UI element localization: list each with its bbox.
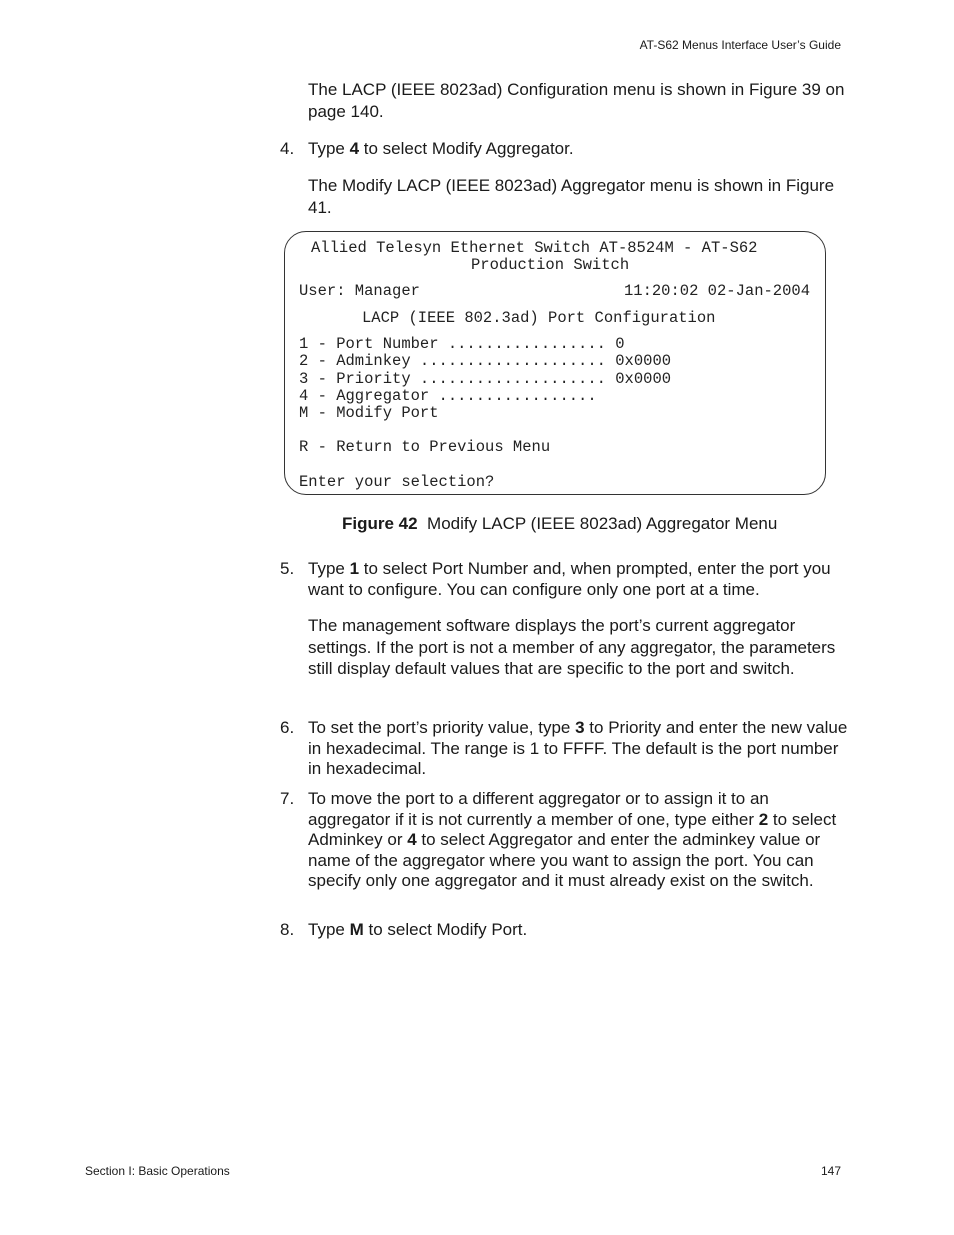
step-number: 7. <box>280 789 295 808</box>
step-number: 6. <box>280 718 295 737</box>
terminal-user: User: Manager <box>299 282 420 300</box>
step-text: To set the port’s priority value, type 3 to Priority and enter the new value in hexadecimal. The range is 1 to FFFF. The default is the port number in hexadecimal. <box>308 718 848 778</box>
terminal-timestamp: 11:20:02 02-Jan-2004 <box>623 282 810 300</box>
step-text: Type 1 to select Port Number and, when prompted, enter the port you want to configure. You can configure only one port at a time. <box>308 559 831 599</box>
terminal-title: Allied Telesyn Ethernet Switch AT-8524M - AT-S62 <box>311 239 758 257</box>
step-number: 4. <box>280 139 295 158</box>
step-4 <box>280 139 848 160</box>
menu-item-modify-port: M - Modify Port <box>299 404 439 422</box>
figure-label: Figure 42 <box>342 514 418 533</box>
menu-item-return: R - Return to Previous Menu <box>299 438 551 456</box>
terminal-subtitle: Production Switch <box>471 256 630 274</box>
key-label: 1 <box>349 559 360 578</box>
menu-item-port-number: 1 - Port Number ................. 0 <box>299 335 625 353</box>
key-label: M <box>349 920 364 939</box>
terminal-screen <box>284 231 826 495</box>
step5-paragraph: The management software displays the port’s current aggregator settings. If the port is not a member of any aggregator, the parameters still display default values that are specific to the port and switch. <box>308 616 836 678</box>
footer-section: Section I: Basic Operations <box>85 1164 230 1178</box>
step-text: Type M to select Modify Port. <box>308 920 528 939</box>
footer-page-number: 147 <box>820 1164 841 1178</box>
key-label: 2 <box>758 809 769 829</box>
step-text: Type 4 to select Modify Aggregator. <box>308 139 574 158</box>
menu-item-priority: 3 - Priority .................... 0x0000 <box>299 370 672 388</box>
step4-paragraph: The Modify LACP (IEEE 8023ad) Aggregator menu is shown in Figure 41. <box>308 176 835 217</box>
key-label: 4 <box>349 139 360 158</box>
figure-title: Modify LACP (IEEE 8023ad) Aggregator Menu <box>427 514 778 533</box>
figure-caption <box>342 514 777 534</box>
step-8 <box>280 920 848 941</box>
step-text: To move the port to a different aggregator or to assign it to an aggregator if it is not currently a member of one, type either 2 to select Adminkey or 4 to select Aggregator and enter the adminkey value or name of the aggregator where you want to assign the port. You can specify only one aggregator and it must already exist on the switch. <box>308 789 837 890</box>
step-number: 5. <box>280 559 295 578</box>
step-number: 8. <box>280 920 295 939</box>
step-7 <box>280 789 848 892</box>
menu-item-adminkey: 2 - Adminkey .................... 0x0000 <box>299 352 672 370</box>
key-label: 3 <box>575 718 585 737</box>
running-header: AT-S62 Menus Interface User’s Guide <box>639 38 841 52</box>
step-6 <box>280 718 848 780</box>
terminal-prompt: Enter your selection? <box>299 473 495 491</box>
key-label-2: 4 <box>407 830 417 849</box>
terminal-menu-title: LACP (IEEE 802.3ad) Port Configuration <box>362 309 716 327</box>
menu-item-aggregator: 4 - Aggregator ................. <box>299 387 597 405</box>
intro-paragraph: The LACP (IEEE 8023ad) Configuration menu is shown in Figure 39 on page 140. <box>308 80 845 121</box>
step-5 <box>280 559 848 600</box>
